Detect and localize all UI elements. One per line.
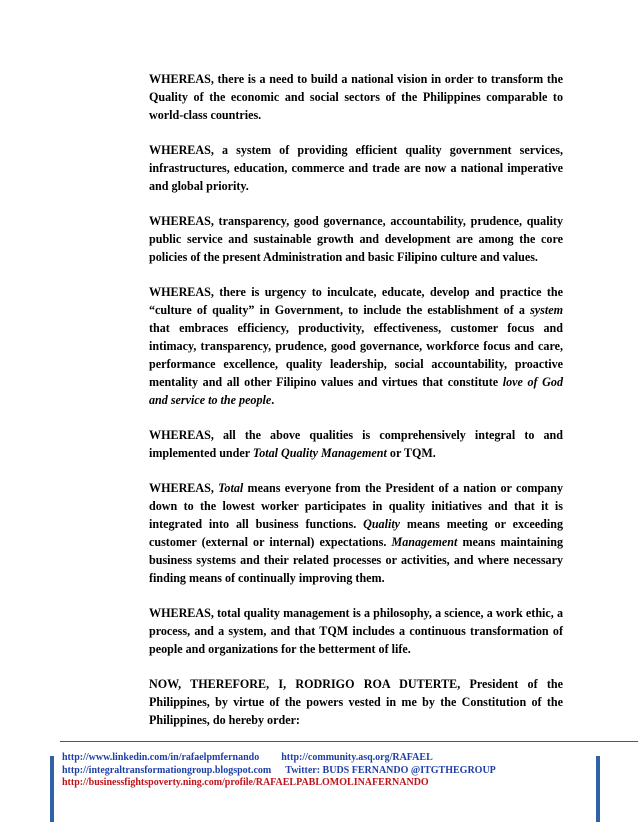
whereas-paragraph [149,212,563,266]
order-paragraph [149,675,563,729]
whereas-paragraph [149,479,563,587]
italic-run: Quality [363,517,401,531]
footer-line [62,777,582,790]
text-run: means meeting or exceeding customer (external or internal) expectations. [149,517,563,549]
asq-link[interactable]: http://community.asq.org/RAFAEL [281,752,433,763]
text-run: that embraces efficiency, productivity, effectiveness, customer focus and intimacy, transparency, prudence, good governance, workforce focus and care, performance excellence, quality leadership, social accountability, proactive mentality and all other Filipino values and virtues that constitute [149,321,563,389]
text-run: NOW, THEREFORE, I, RODRIGO ROA DUTERTE, President of the Philippines, by virtue of the powers vested in me by the Constitution of the Philippines, do hereby order: [149,677,563,727]
text-run: WHEREAS, there is a need to build a national vision in order to transform the Quality of the economic and social sectors of the Philippines comparable to world-class countries. [149,72,563,122]
ning-profile-link[interactable]: http://businessfightspoverty.ning.com/profile/RAFAELPABLOMOLINAFERNANDO [62,777,429,788]
footer-right-bar [596,756,600,822]
text-run: WHEREAS, total quality management is a philosophy, a science, a work ethic, a process, and a system, and that TQM includes a continuous transformation of people and organizations for the betterment of life. [149,606,563,656]
footer [62,752,582,790]
italic-run: Total [218,481,244,495]
text-run: means everyone from the President of a nation or company down to the lowest worker participates in quality initiatives and that it is integrated into all business functions. [149,481,564,531]
whereas-paragraph [149,283,563,409]
text-run: WHEREAS, a system of providing efficient quality government services, infrastructures, education, commerce and trade are now a national imperative and global priority. [149,143,563,193]
text-run: WHEREAS, [149,481,219,495]
whereas-paragraph [149,604,563,658]
whereas-paragraph [149,70,563,124]
document-body [149,70,563,746]
text-run: or TQM. [386,446,436,460]
footer-divider [60,741,638,742]
text-run: means maintaining business systems and their related processes or activities, and where necessary finding means of continually improving them. [149,535,563,585]
blog-link[interactable]: http://integraltransformationgroup.blogspot.com [62,764,272,776]
text-run: WHEREAS, there is urgency to inculcate, educate, develop and practice the “culture of quality” in Government, to include the establishment of a [149,285,563,317]
text-run: WHEREAS, transparency, good governance, accountability, prudence, quality public service and sustainable growth and development are among the core policies of the present Administration and basic Filipino culture and values. [149,214,563,264]
text-run: . [271,393,275,407]
twitter-link[interactable]: Twitter: BUDS FERNANDO @ITGTHEGROUP [285,764,496,776]
italic-run: love of God and service to the people [149,375,564,407]
text-run: WHEREAS, all the above qualities is comprehensively integral to and implemented under [149,428,563,460]
footer-line [62,752,582,765]
italic-run: Total Quality Management [252,446,387,460]
whereas-paragraph [149,426,563,462]
italic-run: Management [391,535,458,549]
footer-left-bar [50,756,54,822]
italic-run: system [530,303,563,317]
whereas-paragraph [149,141,563,195]
footer-line [62,765,582,778]
linkedin-link[interactable]: http://www.linkedin.com/in/rafaelpmfernando [62,752,260,763]
